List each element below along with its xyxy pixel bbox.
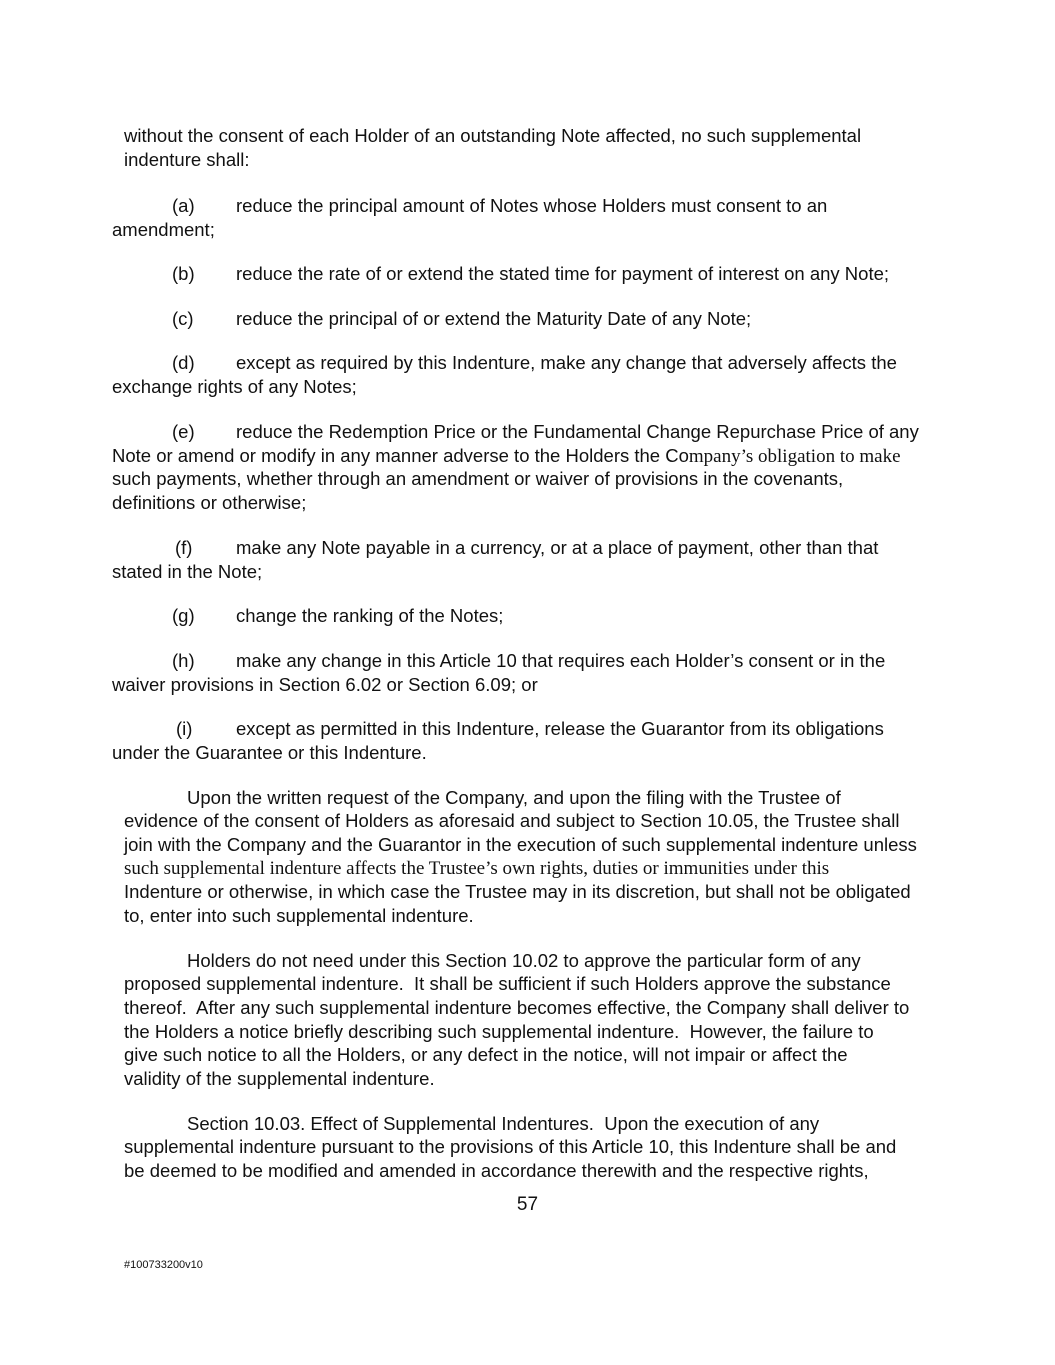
item-a-line-1: reduce the principal amount of Notes whose Holders must consent to an <box>236 195 828 216</box>
intro-line-1: without the consent of each Holder of an outstanding Note affected, no such supplemental <box>124 125 862 146</box>
item-d-marker: (d) <box>172 352 195 373</box>
document-id: #100733200v10 <box>124 1259 203 1271</box>
item-a-marker: (a) <box>172 195 195 216</box>
para-holders-line-2: proposed supplemental indenture. It shall be sufficient if such Holders approve the substance <box>124 973 891 994</box>
item-b-marker: (b) <box>172 263 195 284</box>
item-c-marker: (c) <box>172 308 194 329</box>
item-i-line-2: under the Guarantee or this Indenture. <box>112 742 427 763</box>
para-section-line-2: supplemental indenture pursuant to the provisions of this Article 10, this Indenture shall be and <box>124 1136 897 1157</box>
item-i-marker: (i) <box>176 718 193 739</box>
page-number: 57 <box>516 1194 539 1215</box>
item-f-marker: (f) <box>175 537 193 558</box>
item-e-line-2b: mpany’s obligation to make <box>688 446 901 467</box>
item-i-line-1: except as permitted in this Indenture, release the Guarantor from its obligations <box>236 718 884 739</box>
item-c-line-1: reduce the principal of or extend the Maturity Date of any Note; <box>236 308 752 329</box>
para-request-line-1: Upon the written request of the Company, and upon the filing with the Trustee of <box>187 787 841 808</box>
para-holders-line-6: validity of the supplemental indenture. <box>124 1068 435 1089</box>
para-request-line-5: Indenture or otherwise, in which case the Trustee may in its discretion, but shall not be obligated <box>124 881 911 902</box>
para-holders-line-5: give such notice to all the Holders, or any defect in the notice, will not impair or affect the <box>124 1044 848 1065</box>
para-request-line-3: join with the Company and the Guarantor in the execution of such supplemental indenture unless <box>124 834 917 855</box>
item-e-line-3: such payments, whether through an amendment or waiver of provisions in the covenants, <box>112 468 844 489</box>
para-request-line-6: to, enter into such supplemental indenture. <box>124 905 474 926</box>
para-section-line-1: Section 10.03. Effect of Supplemental Indentures. Upon the execution of any <box>187 1113 820 1134</box>
item-f-line-2: stated in the Note; <box>112 561 263 582</box>
item-e-line-2 <box>112 444 901 469</box>
item-d-line-1: except as required by this Indenture, make any change that adversely affects the <box>236 352 897 373</box>
item-e-marker: (e) <box>172 421 195 442</box>
item-f-line-1: make any Note payable in a currency, or at a place of payment, other than that <box>236 537 879 558</box>
item-h-marker: (h) <box>172 650 195 671</box>
para-section-line-3: be deemed to be modified and amended in accordance therewith and the respective rights, <box>124 1160 869 1181</box>
item-h-line-1: make any change in this Article 10 that requires each Holder’s consent or in the <box>236 650 886 671</box>
item-d-line-2: exchange rights of any Notes; <box>112 376 357 397</box>
item-b-line-1: reduce the rate of or extend the stated time for payment of interest on any Note; <box>236 263 890 284</box>
item-g-marker: (g) <box>172 605 195 626</box>
item-e-line-1: reduce the Redemption Price or the Fundamental Change Repurchase Price of any <box>236 421 919 442</box>
para-holders-line-4: the Holders a notice briefly describing such supplemental indenture. However, the failure to <box>124 1021 874 1042</box>
para-request-line-4: such supplemental indenture affects the Trustee’s own rights, duties or immunities under this <box>124 858 830 879</box>
para-request-line-2: evidence of the consent of Holders as aforesaid and subject to Section 10.05, the Trustee shall <box>124 810 900 831</box>
para-holders-line-3: thereof. After any such supplemental indenture becomes effective, the Company shall deliver to <box>124 997 910 1018</box>
item-e-line-4: definitions or otherwise; <box>112 492 307 513</box>
item-h-line-2: waiver provisions in Section 6.02 or Section 6.09; or <box>112 674 538 695</box>
item-g-line-1: change the ranking of the Notes; <box>236 605 504 626</box>
item-e-line-2a: Note or amend or modify in any manner adverse to the Holders the Co <box>112 445 689 466</box>
item-a-line-2: amendment; <box>112 219 215 240</box>
intro-line-2: indenture shall: <box>124 149 250 170</box>
para-holders-line-1: Holders do not need under this Section 10.02 to approve the particular form of any <box>187 950 861 971</box>
